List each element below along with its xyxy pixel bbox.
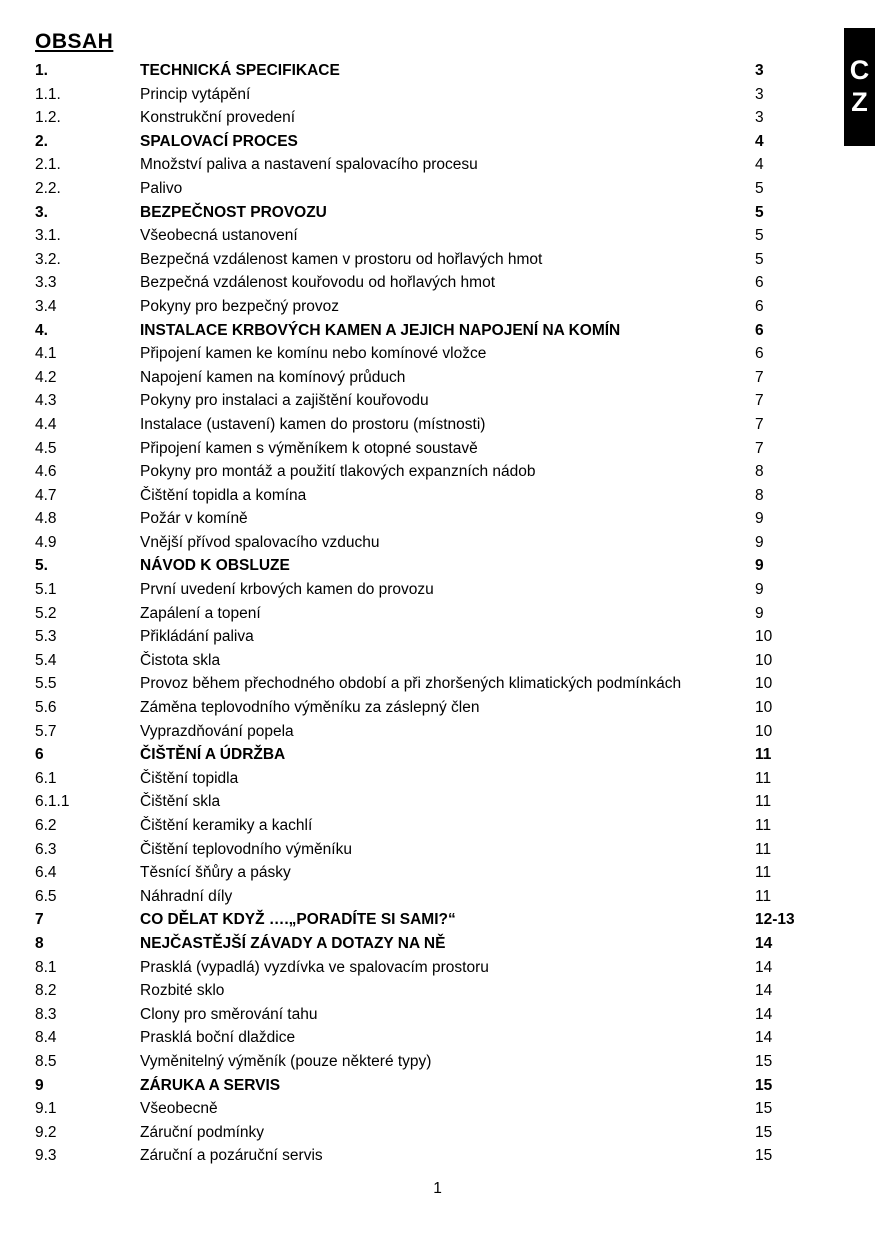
toc-row bbox=[35, 1144, 845, 1168]
toc-row bbox=[35, 649, 845, 673]
toc-entry-title: Provoz během přechodného období a při zhoršených klimatických podmínkách bbox=[140, 675, 682, 693]
toc-entry-number: 4.3 bbox=[35, 392, 57, 410]
toc-entry-page: 6 bbox=[755, 345, 764, 363]
toc-entry-title: Pokyny pro montáž a použití tlakových expanzních nádob bbox=[140, 463, 536, 481]
toc-row bbox=[35, 861, 845, 885]
toc-entry-page: 7 bbox=[755, 439, 764, 457]
toc-entry-number: 6.3 bbox=[35, 840, 57, 858]
toc-entry-number: 6.1 bbox=[35, 769, 57, 787]
toc-entry-page: 4 bbox=[755, 156, 764, 174]
toc-row bbox=[35, 342, 845, 366]
toc-entry-title: Připojení kamen s výměníkem k otopné soustavě bbox=[140, 439, 478, 457]
toc-entry-title: Prasklá (vypadlá) vyzdívka ve spalovacím prostoru bbox=[140, 958, 489, 976]
toc-entry-page: 7 bbox=[755, 415, 764, 433]
toc-row bbox=[35, 956, 845, 980]
toc-entry-page: 10 bbox=[755, 722, 773, 740]
toc-entry-title: Čištění keramiky a kachlí bbox=[140, 817, 313, 834]
toc-entry-title: Vnější přívod spalovacího vzduchu bbox=[140, 533, 380, 551]
toc-row bbox=[35, 1026, 845, 1050]
toc-entry-title: Prasklá boční dlaždice bbox=[140, 1029, 296, 1047]
toc-row bbox=[35, 578, 845, 602]
toc-row bbox=[35, 1121, 845, 1145]
toc-entry-page: 9 bbox=[755, 533, 764, 551]
toc-entry-page: 5 bbox=[755, 179, 764, 197]
toc-entry-page: 15 bbox=[755, 1123, 773, 1141]
toc-row bbox=[35, 366, 845, 390]
toc-entry-page: 9 bbox=[755, 581, 764, 599]
toc-entry-title: Všeobecná ustanovení bbox=[140, 227, 298, 245]
toc-entry-title: Čištění teplovodního výměníku bbox=[140, 840, 352, 858]
toc-entry-number: 5. bbox=[35, 557, 48, 575]
toc-entry-page: 15 bbox=[755, 1100, 773, 1118]
toc-entry-title: Princip vytápění bbox=[140, 85, 251, 103]
toc-entry-page: 5 bbox=[755, 203, 764, 221]
toc-row bbox=[35, 248, 845, 272]
toc-entry-number: 4.7 bbox=[35, 486, 57, 504]
toc-entry-page: 5 bbox=[755, 227, 764, 245]
toc-entry-page: 14 bbox=[755, 1005, 773, 1023]
toc-entry-title: Požár v komíně bbox=[140, 510, 248, 528]
toc-entry-page: 14 bbox=[755, 1029, 773, 1047]
toc-row bbox=[35, 319, 845, 343]
page-number: 1 bbox=[433, 1180, 442, 1197]
toc-entry-page: 11 bbox=[755, 817, 772, 834]
toc-row bbox=[35, 838, 845, 862]
toc-row bbox=[35, 672, 845, 696]
toc-row bbox=[35, 153, 845, 177]
toc-entry-title: BEZPEČNOST PROVOZU bbox=[140, 203, 327, 221]
toc-entry-number: 6.4 bbox=[35, 864, 57, 882]
toc-row bbox=[35, 106, 845, 130]
toc-row bbox=[35, 295, 845, 319]
toc-entry-number: 1.1. bbox=[35, 85, 61, 103]
toc-entry-page: 7 bbox=[755, 392, 764, 410]
toc-row bbox=[35, 625, 845, 649]
toc-row bbox=[35, 979, 845, 1003]
toc-entry-title: Záruční a pozáruční servis bbox=[140, 1147, 323, 1165]
toc-entry-page: 12-13 bbox=[755, 911, 795, 929]
toc-entry-title: Náhradní díly bbox=[140, 887, 233, 905]
toc-entry-title: Čištění skla bbox=[140, 793, 221, 811]
toc-entry-page: 15 bbox=[755, 1076, 773, 1094]
toc-entry-title: Rozbité sklo bbox=[140, 982, 225, 1000]
toc-entry-title: První uvedení krbových kamen do provozu bbox=[140, 581, 434, 599]
toc-entry-page: 8 bbox=[755, 463, 764, 481]
toc-entry-title: Čištění topidla bbox=[140, 769, 239, 787]
toc-entry-number: 6.1.1 bbox=[35, 793, 70, 811]
toc-entry-page: 11 bbox=[755, 769, 772, 787]
toc-entry-number: 3.3 bbox=[35, 274, 57, 292]
toc-entry-title: Záměna teplovodního výměníku za záslepný člen bbox=[140, 699, 480, 717]
toc-entry-title: Zapálení a topení bbox=[140, 604, 261, 622]
toc-entry-title: NÁVOD K OBSLUZE bbox=[140, 557, 290, 575]
toc-entry-number: 4.8 bbox=[35, 510, 57, 528]
toc-entry-number: 9.1 bbox=[35, 1100, 57, 1118]
toc-entry-page: 4 bbox=[755, 132, 764, 150]
toc-row bbox=[35, 814, 845, 838]
toc-entry-number: 4.6 bbox=[35, 463, 57, 481]
toc-row bbox=[35, 720, 845, 744]
toc-entry-title: Bezpečná vzdálenost kamen v prostoru od hořlavých hmot bbox=[140, 250, 543, 268]
toc-entry-title: Přikládání paliva bbox=[140, 628, 254, 646]
toc-entry-number: 3.1. bbox=[35, 227, 61, 245]
toc-entry-title: TECHNICKÁ SPECIFIKACE bbox=[140, 62, 340, 79]
toc-entry-number: 4.5 bbox=[35, 439, 57, 457]
toc-entry-number: 5.7 bbox=[35, 722, 57, 740]
toc-entry-title: Čistota skla bbox=[140, 651, 221, 669]
toc-entry-page: 14 bbox=[755, 934, 773, 952]
toc-row bbox=[35, 130, 845, 154]
toc-entry-page: 10 bbox=[755, 651, 773, 669]
toc-entry-title: Záruční podmínky bbox=[140, 1123, 265, 1141]
toc-entry-title: INSTALACE KRBOVÝCH KAMEN A JEJICH NAPOJENÍ NA KOMÍN bbox=[140, 321, 621, 339]
toc-entry-page: 6 bbox=[755, 297, 764, 315]
toc-entry-page: 6 bbox=[755, 321, 764, 339]
toc-entry-title: Palivo bbox=[140, 179, 183, 197]
toc-row bbox=[35, 531, 845, 555]
toc-entry-page: 9 bbox=[755, 510, 764, 528]
toc-entry-page: 7 bbox=[755, 368, 764, 386]
toc-entry-number: 8.4 bbox=[35, 1029, 57, 1047]
toc-entry-title: ČIŠTĚNÍ A ÚDRŽBA bbox=[140, 746, 286, 764]
toc-entry-number: 5.2 bbox=[35, 604, 57, 622]
toc-entry-title: ZÁRUKA A SERVIS bbox=[140, 1076, 281, 1094]
toc-entry-title: SPALOVACÍ PROCES bbox=[140, 132, 298, 150]
toc-row bbox=[35, 83, 845, 107]
toc-entry-title: Napojení kamen na komínový průduch bbox=[140, 368, 406, 386]
toc-entry-title: CO DĚLAT KDYŽ ….„PORADÍTE SI SAMI?“ bbox=[140, 911, 456, 929]
toc-row bbox=[35, 484, 845, 508]
toc-entry-number: 8.1 bbox=[35, 958, 57, 976]
toc-list bbox=[35, 59, 845, 1168]
toc-entry-page: 9 bbox=[755, 557, 764, 575]
toc-entry-title: Připojení kamen ke komínu nebo komínové vložce bbox=[140, 345, 487, 363]
toc-entry-page: 10 bbox=[755, 675, 773, 693]
toc-entry-title: Bezpečná vzdálenost kouřovodu od hořlavých hmot bbox=[140, 274, 495, 292]
toc-entry-number: 8.3 bbox=[35, 1005, 57, 1023]
toc-entry-title: Množství paliva a nastavení spalovacího procesu bbox=[140, 156, 478, 174]
toc-entry-number: 6.5 bbox=[35, 887, 57, 905]
toc-entry-number: 8 bbox=[35, 934, 44, 952]
toc-entry-number: 1. bbox=[35, 62, 48, 79]
toc-entry-title: Konstrukční provedení bbox=[140, 109, 296, 127]
toc-row bbox=[35, 602, 845, 626]
toc-row bbox=[35, 389, 845, 413]
toc-entry-page: 3 bbox=[755, 62, 764, 79]
toc-entry-title: NEJČASTĚJŠÍ ZÁVADY A DOTAZY NA NĚ bbox=[140, 934, 446, 952]
toc-entry-number: 8.2 bbox=[35, 982, 57, 1000]
toc-entry-number: 9.2 bbox=[35, 1123, 57, 1141]
toc-row bbox=[35, 271, 845, 295]
toc-row bbox=[35, 932, 845, 956]
toc-entry-title: Všeobecně bbox=[140, 1100, 218, 1118]
toc-row bbox=[35, 1097, 845, 1121]
toc-entry-number: 1.2. bbox=[35, 109, 61, 127]
toc-entry-page: 10 bbox=[755, 699, 773, 717]
toc-entry-title: Vyměnitelný výměník (pouze některé typy) bbox=[140, 1052, 432, 1070]
toc-row bbox=[35, 696, 845, 720]
toc-row bbox=[35, 743, 845, 767]
language-tab-letter-c: C bbox=[849, 55, 870, 86]
toc-row bbox=[35, 554, 845, 578]
toc-entry-page: 11 bbox=[755, 793, 772, 811]
toc-row bbox=[35, 59, 845, 83]
toc-entry-page: 14 bbox=[755, 958, 773, 976]
toc-entry-page: 9 bbox=[755, 604, 764, 622]
toc-entry-number: 8.5 bbox=[35, 1052, 57, 1070]
toc-entry-number: 3.4 bbox=[35, 297, 57, 315]
toc-entry-number: 9.3 bbox=[35, 1147, 57, 1165]
toc-entry-page: 6 bbox=[755, 274, 764, 292]
toc-entry-title: Vyprazdňování popela bbox=[140, 722, 294, 740]
toc-entry-page: 11 bbox=[755, 840, 772, 858]
toc-row bbox=[35, 1050, 845, 1074]
toc-entry-number: 7 bbox=[35, 911, 44, 929]
toc-entry-page: 3 bbox=[755, 109, 764, 127]
toc-entry-title: Pokyny pro instalaci a zajištění kouřovodu bbox=[140, 392, 429, 410]
toc-entry-number: 4. bbox=[35, 321, 48, 339]
toc-entry-number: 4.2 bbox=[35, 368, 57, 386]
toc-entry-number: 5.4 bbox=[35, 651, 57, 669]
toc-entry-number: 5.3 bbox=[35, 628, 57, 646]
toc-entry-number: 4.1 bbox=[35, 345, 57, 363]
toc-entry-title: Clony pro směrování tahu bbox=[140, 1005, 318, 1023]
toc-entry-number: 5.1 bbox=[35, 581, 57, 599]
toc-row bbox=[35, 1003, 845, 1027]
toc-entry-number: 2. bbox=[35, 132, 48, 150]
toc-row bbox=[35, 885, 845, 909]
toc-entry-number: 6 bbox=[35, 746, 44, 764]
toc-entry-page: 11 bbox=[755, 864, 772, 882]
language-tab-letter-z: Z bbox=[851, 87, 868, 117]
toc-entry-number: 9 bbox=[35, 1076, 44, 1094]
toc-entry-page: 14 bbox=[755, 982, 773, 1000]
toc-entry-page: 11 bbox=[755, 746, 772, 764]
toc-entry-number: 4.4 bbox=[35, 415, 57, 433]
toc-entry-number: 3. bbox=[35, 203, 48, 221]
toc-entry-page: 5 bbox=[755, 250, 764, 268]
toc-entry-title: Čištění topidla a komína bbox=[140, 486, 307, 504]
toc-entry-page: 8 bbox=[755, 486, 764, 504]
toc-row bbox=[35, 1074, 845, 1098]
toc-entry-title: Pokyny pro bezpečný provoz bbox=[140, 297, 340, 315]
toc-entry-number: 5.6 bbox=[35, 699, 57, 717]
toc-row bbox=[35, 224, 845, 248]
page-title: OBSAH bbox=[35, 30, 114, 53]
toc-row bbox=[35, 507, 845, 531]
toc-entry-number: 4.9 bbox=[35, 533, 57, 551]
toc-entry-page: 15 bbox=[755, 1052, 773, 1070]
toc-row bbox=[35, 767, 845, 791]
toc-row bbox=[35, 437, 845, 461]
toc-row bbox=[35, 460, 845, 484]
toc-row bbox=[35, 790, 845, 814]
toc-row bbox=[35, 413, 845, 437]
toc-row bbox=[35, 908, 845, 932]
toc-entry-title: Instalace (ustavení) kamen do prostoru (místnosti) bbox=[140, 415, 486, 433]
toc-entry-number: 5.5 bbox=[35, 675, 57, 693]
toc-entry-page: 11 bbox=[755, 887, 772, 905]
toc-entry-page: 10 bbox=[755, 628, 773, 646]
toc-entry-number: 6.2 bbox=[35, 817, 57, 834]
toc-entry-title: Těsnící šňůry a pásky bbox=[140, 864, 291, 882]
toc-entry-page: 3 bbox=[755, 85, 764, 103]
language-tab-cz bbox=[844, 28, 875, 146]
toc-row bbox=[35, 177, 845, 201]
toc-entry-number: 2.1. bbox=[35, 156, 61, 174]
toc-entry-number: 3.2. bbox=[35, 250, 61, 268]
toc-row bbox=[35, 201, 845, 225]
toc-entry-page: 15 bbox=[755, 1147, 773, 1165]
toc-entry-number: 2.2. bbox=[35, 179, 61, 197]
